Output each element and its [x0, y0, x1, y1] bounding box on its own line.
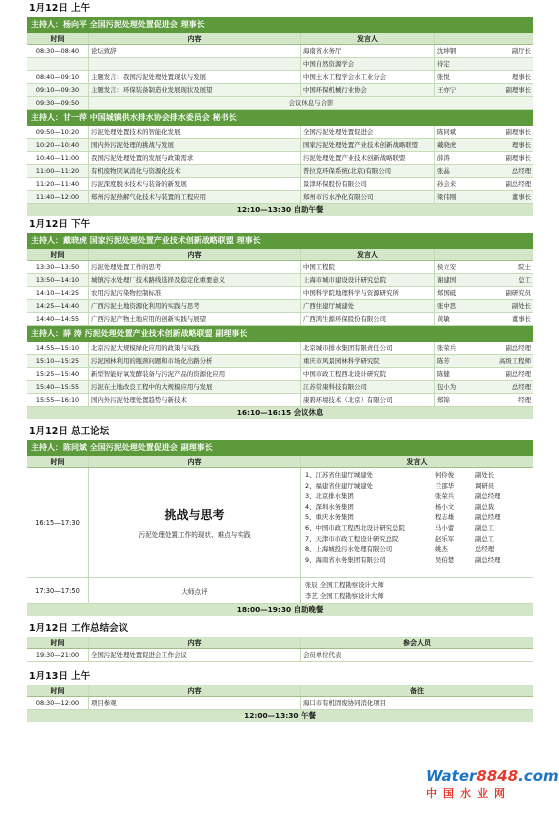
day-title: 1月12日 总工论坛 — [29, 426, 110, 437]
table-row: 15:55—16:10 国内外污泥处理处置趋势与新技术 康碧环境技术（北京）有限公司 郑锦 经理 — [27, 394, 533, 407]
table-row: 15:25—15:40 新型智能好氧发酵装备与污泥产品的资源化应用 中国市政工程西北设计研究院 陈健 副总经理 — [27, 368, 533, 381]
list-item: 3、北京排水集团 张荣兵 副总经理 — [305, 492, 501, 501]
table-row: 09:30—09:50 会议休息与合影 — [27, 97, 533, 110]
table-row: 14:40—14:55 广西污泥产物土地应用的创新实践与展望 广西鸿生源环保股份有限公司 黄敏 董事长 — [27, 313, 533, 326]
table-row: 08:30—12:00 项目参观 海口市有机固废协同消化项目 — [27, 697, 533, 710]
table-header: 时间 内容 发言人 — [27, 33, 533, 45]
list-item: 1、江苏省住建厅城建处 何伶俊 副处长 — [305, 471, 495, 479]
table-row: 14:25—14:40 广西污泥土地资源化利用的实践与思考 广西住建厅城建处 张中思 副处长 — [27, 300, 533, 313]
table-row: 08:30—08:40 论坛致辞 海南省水务厅 沈坤钢 副厅长 — [27, 45, 533, 58]
table-row: 14:55—15:10 北京污泥大规模绿化应用的政策与实践 北京城市排水集团有限责任公司 张荣兵 副总经理 — [27, 342, 533, 355]
table-row: 11:40—12:00 郑州污泥热解气化技术与装置的工程应用 郑州市污水净化有限公司 梁伟刚 董事长 — [27, 191, 533, 204]
host-bar: 主持人：甘一萍 中国城镇供水排水协会排水委员会 秘书长 — [27, 110, 533, 126]
list-item: 5、重庆水务集团 程志雄 副总经理 — [305, 513, 501, 522]
host-bar: 主持人：戴晓虎 国家污泥处理处置产业技术创新战略联盟 理事长 — [27, 233, 533, 249]
table-row: 15:10—15:25 污泥园林利用的瓶颈问题和市场化出路分析 重庆市风景园林科学研究院 陈芳 高级工程师 — [27, 355, 533, 368]
list-item: 6、中国市政工程西北设计研究总院 马小蕾 副总工 — [305, 523, 495, 532]
agenda — [27, 0, 533, 722]
meal-break: 16:10—16:15 会议休息 — [27, 407, 533, 419]
list-item: 张辰 全国工程勘察设计大师 — [305, 581, 384, 589]
list-item: 8、上海城投污水处理有限公司 姚杰 总经理 — [305, 545, 495, 554]
day-title: 1月12日 下午 — [29, 219, 91, 230]
host-bar: 主持人：杨向平 全国污泥处理处置促进会 理事长 — [27, 17, 533, 33]
table-row: 11:20—11:40 污泥深度脱水技术与装备的新发展 景津环保股份有限公司 孙会来 副总经理 — [27, 178, 533, 191]
table-row: 13:30—13:50 污泥处理处置工作的思考 中国工程院 侯立安 院士 — [27, 261, 533, 274]
table-row: 09:10—09:30 主题发言：环保装备制造业发展现状及展望 中国环保机械行业协会 王亦宁 副理事长 — [27, 84, 533, 97]
host-bar: 主持人：陈同斌 全国污泥处理处置促进会 副理事长 — [27, 440, 533, 456]
list-item: 4、深圳水务集团 杨小文 副总裁 — [305, 502, 495, 511]
day-title: 1月13日 上午 — [29, 671, 91, 682]
table-row: 10:40—11:00 我国污泥处理处置的发展与政策需求 污泥处理处置产业技术创新战略联盟 薛涛 副理事长 — [27, 152, 533, 165]
table-header: 时间 内容 备注 — [27, 685, 533, 697]
table-row: 11:00—11:20 有机废物厌氧消化与资源化技术 普拉克环保系统(北京)有限公司 张晶 总经理 — [27, 165, 533, 178]
table-row: 中国自然资源学会 待定 — [27, 58, 533, 71]
day-title: 1月12日 上午 — [29, 3, 91, 14]
list-item: 2、福建省住建厅城建处 兰邵华 调研员 — [305, 481, 495, 490]
list-item: 9、海南省水务集团有限公司 吴伯楚 副总经理 — [305, 555, 501, 564]
panelist-list — [301, 468, 533, 577]
meal-break: 12:00—13:30 午餐 — [27, 710, 533, 722]
meal-break: 12:10—13:30 自助午餐 — [27, 204, 533, 216]
table-header: 时间 内容 发言人 — [27, 456, 533, 468]
table-row: 13:50—14:10 城镇污水处理厂技术路线选择及稳定化重要意义 上海市城市建设设计研究总院 谢建国 总工 — [27, 274, 533, 287]
table-row: 15:40—15:55 污泥在土地改良工程中的大规模应用与发展 江苏常康科技有限公司 包小为 总经理 — [27, 381, 533, 394]
list-item: 7、天津市市政工程设计研究总院 赵乐军 副总工 — [305, 534, 495, 543]
forum-block: 16:15—17:30 挑战与思考 污泥处理处置工作的现状、难点与实践 1、江苏省住建厅城建处 何伶俊 副处长 2、福建省住建厅城建处 兰邵华 调研员 3、北京排水集团 张荣兵 副总经理 4、深圳水务集团 杨小文 副总裁 5、重庆水务集团 程志雄 副总经理 6、中国市政工程西北设计研究总院 马小蕾 副总工 7、天津市市政工程设计研究总院 赵乐军 副总工 8、上海城投污水处理有限公司 姚杰 总经理 9、海南省水务集团有限公司 吴伯楚 副总经理 — [27, 468, 533, 578]
table-row: 09:50—10:20 污泥处理处置技术的智能化发展 全国污泥处理处置促进会 陈同斌 副理事长 — [27, 126, 533, 139]
table-row: 19:30—21:00 全国污泥处理处置促进会工作会议 会员单位代表 — [27, 649, 533, 662]
table-header: 时间 内容 发言人 — [27, 249, 533, 261]
host-bar: 主持人：薛 涛 污泥处理处置产业技术创新战略联盟 副理事长 — [27, 326, 533, 342]
table-row: 10:20—10:40 国内外污泥处理的挑战与发展 国家污泥处理处置产业技术创新战略联盟 戴晓虎 理事长 — [27, 139, 533, 152]
table-row: 14:10—14:25 农用污泥污染物控制标准 中国科学院地理科学与资源研究所 郑国砥 副研究员 — [27, 287, 533, 300]
table-row: 08:40—09:10 主题发言：我国污泥处理处置现状与发展 中国土木工程学会水工业分会 张悦 理事长 — [27, 71, 533, 84]
list-item: 李艺 全国工程勘察设计大师 — [305, 591, 384, 600]
watermark-logo: Water8848.com 中国水业网 — [426, 767, 559, 800]
forum-subtitle: 污泥处理处置工作的现状、难点与实践 — [138, 531, 251, 539]
day-title: 1月12日 工作总结会议 — [29, 623, 129, 634]
review-block: 17:30—17:50 大师点评 张辰 全国工程勘察设计大师 李艺 全国工程勘察设计大师 — [27, 578, 533, 604]
forum-title: 挑战与思考 — [164, 508, 225, 522]
table-header: 时间 内容 参会人员 — [27, 637, 533, 649]
meal-break: 18:00—19:30 自助晚餐 — [27, 604, 533, 616]
